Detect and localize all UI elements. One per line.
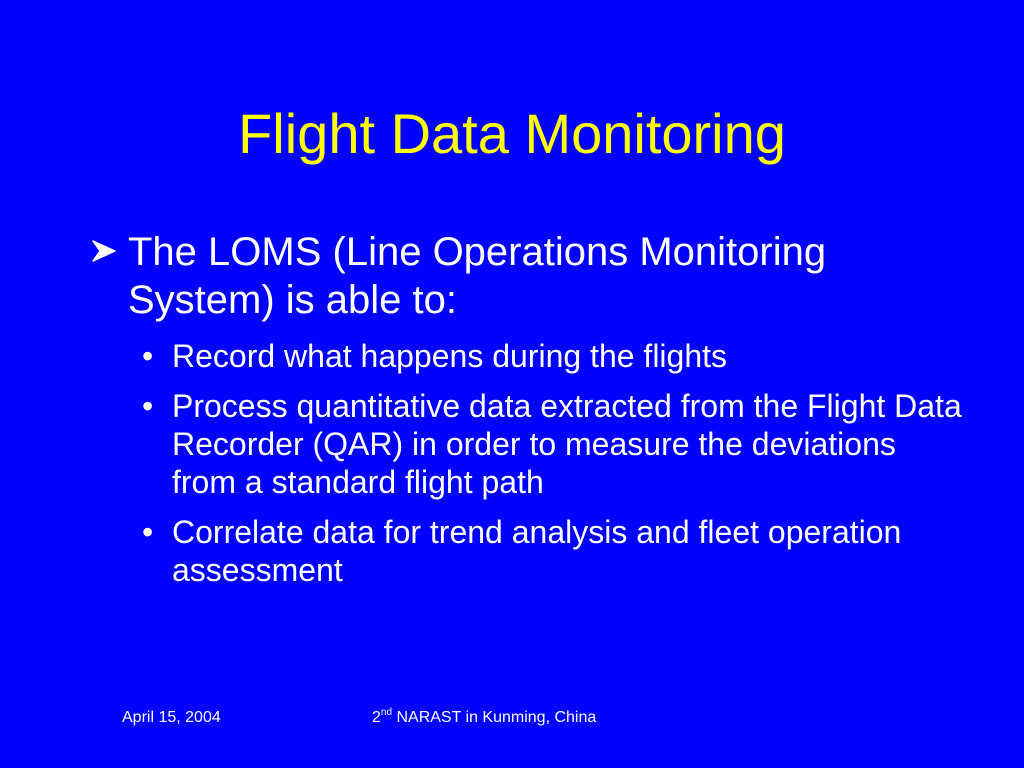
sub-bullet-text: Correlate data for trend analysis and fleet operation assessment [172,514,902,588]
conference-ordinal: 2 [372,709,381,726]
main-bullet-point [128,228,958,324]
sub-bullet-item [142,387,962,501]
arrow-bullet-icon [90,228,120,276]
sub-bullet-text: Record what happens during the flights [172,338,728,374]
dot-bullet-icon: • [142,338,154,374]
conference-text: NARAST in Kunming, China [392,709,597,726]
conference-ordinal-suffix: nd [380,706,393,718]
dot-bullet-icon: • [142,388,154,424]
slide-title: Flight Data Monitoring [238,102,786,165]
main-bullet-text: The LOMS (Line Operations Monitoring System) is able to: [128,230,827,322]
sub-bullet-list [142,337,962,601]
footer-date: April 15, 2004 [122,709,221,726]
sub-bullet-text: Process quantitative data extracted from the Flight Data Recorder (QAR) in order to measure the deviations from a standard flight path [172,388,962,500]
sub-bullet-item [142,513,962,589]
dot-bullet-icon: • [142,514,154,550]
sub-bullet-item [142,337,962,375]
footer-conference [372,708,596,728]
